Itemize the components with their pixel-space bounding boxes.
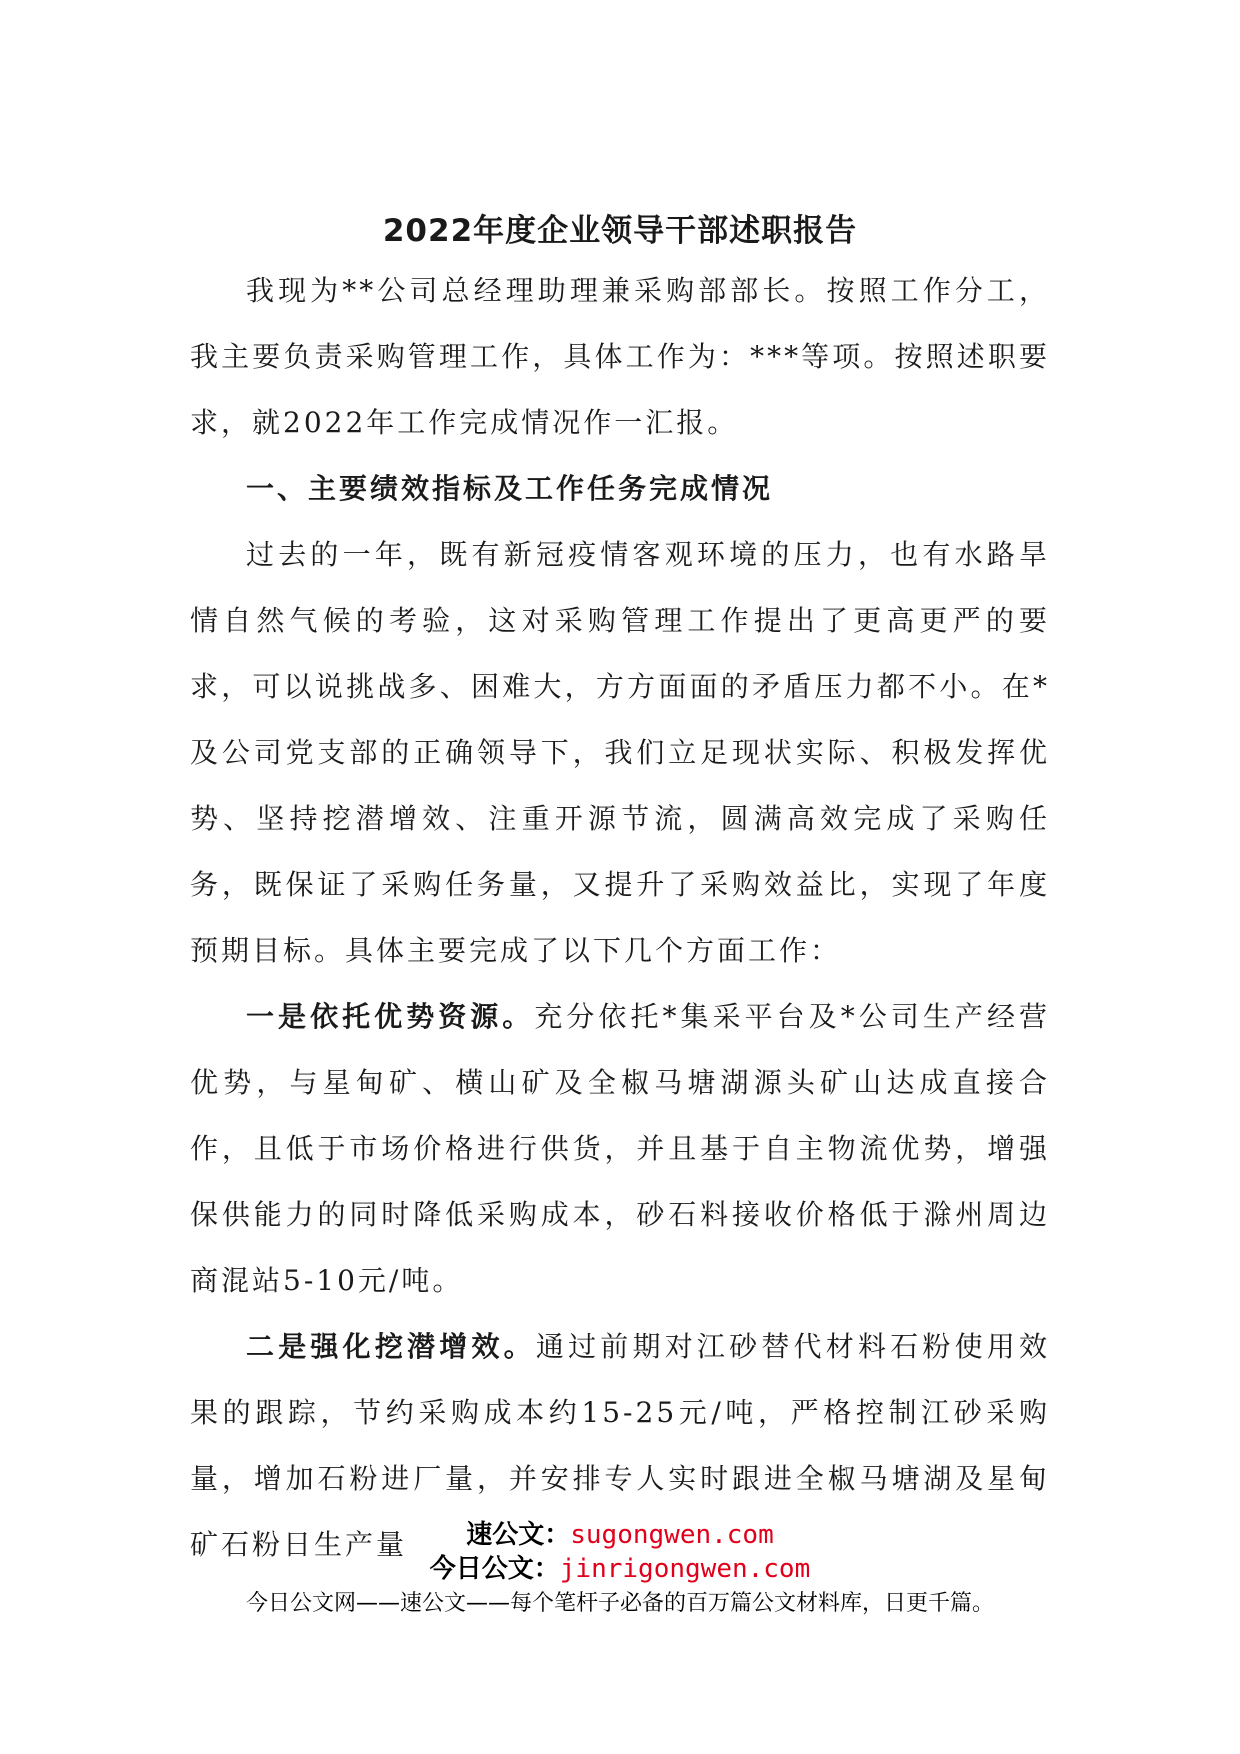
item-two-lead: 二是强化挖潜增效。 [246,1330,536,1363]
footer-link-jinrigongwen[interactable]: jinrigongwen.com [559,1554,811,1584]
document-body [190,258,1050,1578]
item-one-paragraph [190,984,1050,1314]
item-one-text: 充分依托*集采平台及*公司生产经营优势，与星甸矿、横山矿及全椒马塘湖源头矿山达成直接合作，且低于市场价格进行供货，并且基于自主物流优势，增强保供能力的同时降低采购成本，砂石料接收价格低于滁州周边商混站5-10元/吨。 [190,1000,1050,1297]
footer [0,1518,1240,1620]
footer-label-jinrigongwen: 今日公文： [429,1554,560,1584]
footer-slogan: 今日公文网——速公文——每个笔杆子必备的百万篇公文材料库，日更千篇。 [245,1591,994,1616]
document-title: 2022年度企业领导干部述职报告 [382,213,858,249]
item-one-lead: 一是依托优势资源。 [246,1000,535,1033]
item-two-text: 通过前期对江砂替代材料石粉使用效果的跟踪，节约采购成本约15-25元/吨，严格控制江砂采购量，增加石粉进厂量，并安排专人实时跟进全椒马塘湖及星甸矿石粉日生产量 [190,1330,1050,1561]
section-heading: 一、主要绩效指标及工作任务完成情况 [246,472,774,505]
footer-line-jinrigongwen [0,1552,1240,1586]
footer-link-sugongwen[interactable]: sugongwen.com [570,1520,774,1550]
section-paragraph: 过去的一年，既有新冠疫情客观环境的压力，也有水路旱情自然气候的考验，这对采购管理工作提出了更高更严的要求，可以说挑战多、困难大，方方面面的矛盾压力都不小。在*及公司党支部的正确领导下，我们立足现状实际、积极发挥优势、坚持挖潜增效、注重开源节流，圆满高效完成了采购任务，既保证了采购任务量，又提升了采购效益比，实现了年度预期目标。具体主要完成了以下几个方面工作： [190,538,1050,967]
intro-paragraph: 我现为**公司总经理助理兼采购部部长。按照工作分工，我主要负责采购管理工作，具体工作为：***等项。按照述职要求，就2022年工作完成情况作一汇报。 [190,274,1050,439]
footer-label-sugongwen: 速公文： [466,1520,571,1550]
footer-line-sugongwen [0,1518,1240,1552]
